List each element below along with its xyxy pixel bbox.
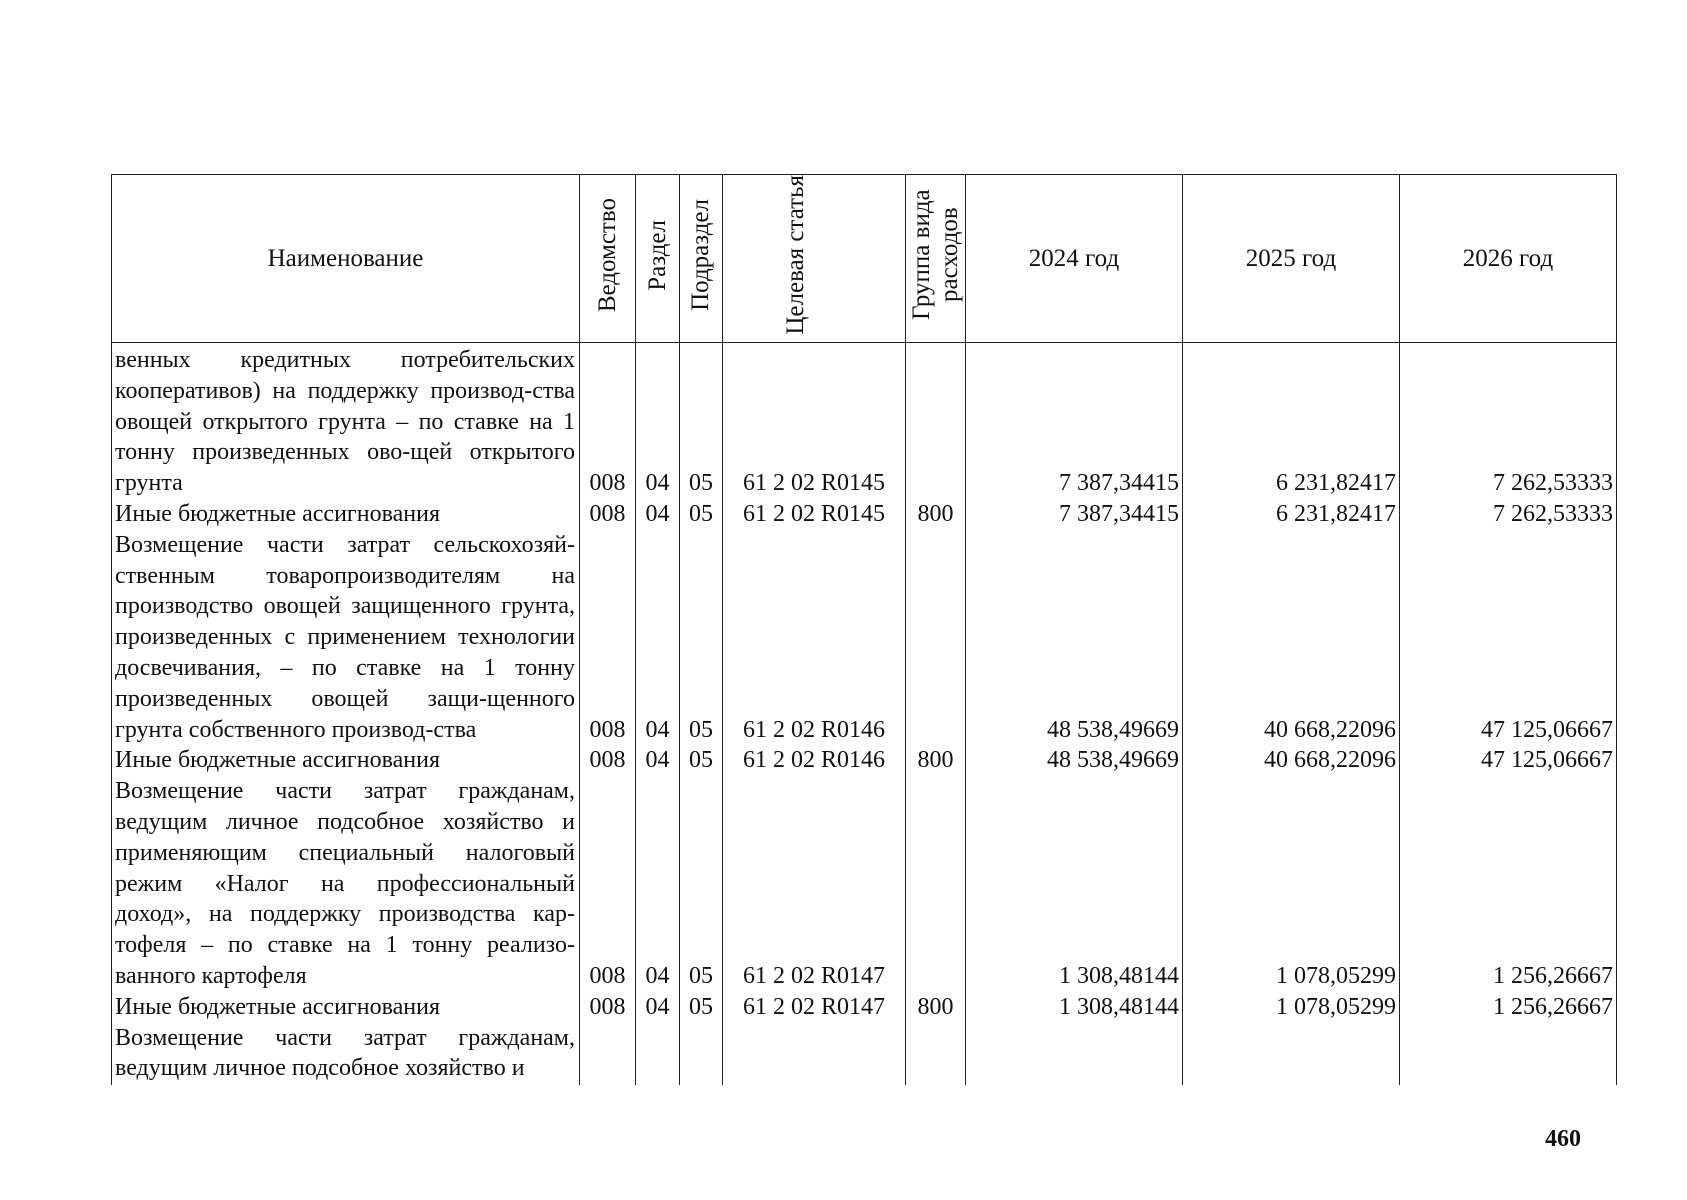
cell-2026: 47 125,06667 bbox=[1400, 745, 1617, 776]
table-body bbox=[112, 343, 1617, 1085]
cell-gruppa bbox=[906, 776, 966, 992]
cell-vedomstvo bbox=[580, 1023, 636, 1085]
header-2024: 2024 год bbox=[966, 175, 1183, 343]
budget-table bbox=[111, 174, 1617, 1085]
cell-razdel: 04 bbox=[636, 776, 680, 992]
cell-2025 bbox=[1183, 1023, 1400, 1085]
cell-celevaya-statya: 61 2 02 R0145 bbox=[723, 499, 906, 530]
header-celevaya-statya: Целевая статья bbox=[723, 175, 906, 343]
cell-2024: 1 308,48144 bbox=[966, 992, 1183, 1023]
cell-podrazdel: 05 bbox=[680, 745, 723, 776]
cell-name: Возмещение части затрат гражданам, ведущим личное подсобное хозяйство и применяющим специальный налоговый режим «Налог на профессиональный доход», на поддержку производства кар-тофеля – по ставке на 1 тонну реализо-ванного картофеля bbox=[112, 776, 580, 992]
cell-vedomstvo: 008 bbox=[580, 776, 636, 992]
table-row bbox=[112, 530, 1617, 746]
cell-2024: 48 538,49669 bbox=[966, 745, 1183, 776]
cell-celevaya-statya: 61 2 02 R0146 bbox=[723, 745, 906, 776]
cell-podrazdel bbox=[680, 1023, 723, 1085]
table-row bbox=[112, 776, 1617, 992]
cell-2024: 7 387,34415 bbox=[966, 499, 1183, 530]
cell-2025: 6 231,82417 bbox=[1183, 499, 1400, 530]
table-row bbox=[112, 992, 1617, 1023]
cell-gruppa: 800 bbox=[906, 499, 966, 530]
cell-2025: 40 668,22096 bbox=[1183, 530, 1400, 746]
cell-podrazdel: 05 bbox=[680, 776, 723, 992]
header-vedomstvo: Ведомство bbox=[580, 175, 636, 343]
cell-2024: 48 538,49669 bbox=[966, 530, 1183, 746]
table-header-row bbox=[112, 175, 1617, 343]
cell-name: Возмещение части затрат сельскохозяй-ственным товаропроизводителям на производство овощей защищенного грунта, произведенных с применением технологии досвечивания, – по ставке на 1 тонну произведенных овощей защи-щенного грунта собственного производ-ства bbox=[112, 530, 580, 746]
cell-2024: 7 387,34415 bbox=[966, 343, 1183, 499]
cell-2026 bbox=[1400, 1023, 1617, 1085]
cell-2024 bbox=[966, 1023, 1183, 1085]
cell-2024: 1 308,48144 bbox=[966, 776, 1183, 992]
cell-name: Иные бюджетные ассигнования bbox=[112, 745, 580, 776]
header-gruppa-vida-rashodov: Группа вида расходов bbox=[906, 175, 966, 343]
table-row bbox=[112, 499, 1617, 530]
cell-2025: 40 668,22096 bbox=[1183, 745, 1400, 776]
cell-razdel: 04 bbox=[636, 530, 680, 746]
header-2025: 2025 год bbox=[1183, 175, 1400, 343]
cell-name: Иные бюджетные ассигнования bbox=[112, 992, 580, 1023]
cell-podrazdel: 05 bbox=[680, 992, 723, 1023]
cell-gruppa bbox=[906, 343, 966, 499]
cell-razdel: 04 bbox=[636, 343, 680, 499]
cell-celevaya-statya: 61 2 02 R0147 bbox=[723, 992, 906, 1023]
cell-2026: 1 256,26667 bbox=[1400, 776, 1617, 992]
header-podrazdel: Подраздел bbox=[680, 175, 723, 343]
cell-podrazdel: 05 bbox=[680, 530, 723, 746]
cell-vedomstvo: 008 bbox=[580, 499, 636, 530]
cell-2026: 7 262,53333 bbox=[1400, 499, 1617, 530]
cell-razdel: 04 bbox=[636, 499, 680, 530]
cell-razdel bbox=[636, 1023, 680, 1085]
header-2026: 2026 год bbox=[1400, 175, 1617, 343]
cell-celevaya-statya bbox=[723, 1023, 906, 1085]
cell-celevaya-statya: 61 2 02 R0146 bbox=[723, 530, 906, 746]
cell-vedomstvo: 008 bbox=[580, 343, 636, 499]
cell-name: Иные бюджетные ассигнования bbox=[112, 499, 580, 530]
table-row bbox=[112, 1023, 1617, 1085]
cell-celevaya-statya: 61 2 02 R0145 bbox=[723, 343, 906, 499]
cell-vedomstvo: 008 bbox=[580, 530, 636, 746]
cell-vedomstvo: 008 bbox=[580, 992, 636, 1023]
cell-name: венных кредитных потребительских кооперативов) на поддержку производ-ства овощей открытого грунта – по ставке на 1 тонну произведенных ово-щей открытого грунта bbox=[112, 343, 580, 499]
cell-podrazdel: 05 bbox=[680, 343, 723, 499]
cell-2026: 47 125,06667 bbox=[1400, 530, 1617, 746]
cell-razdel: 04 bbox=[636, 745, 680, 776]
cell-gruppa bbox=[906, 530, 966, 746]
cell-2025: 1 078,05299 bbox=[1183, 776, 1400, 992]
table-row bbox=[112, 745, 1617, 776]
cell-2025: 1 078,05299 bbox=[1183, 992, 1400, 1023]
cell-2026: 7 262,53333 bbox=[1400, 343, 1617, 499]
cell-razdel: 04 bbox=[636, 992, 680, 1023]
cell-celevaya-statya: 61 2 02 R0147 bbox=[723, 776, 906, 992]
table-row bbox=[112, 343, 1617, 499]
header-razdel: Раздел bbox=[636, 175, 680, 343]
page-number: 460 bbox=[1545, 1126, 1581, 1152]
cell-2025: 6 231,82417 bbox=[1183, 343, 1400, 499]
cell-gruppa: 800 bbox=[906, 992, 966, 1023]
cell-podrazdel: 05 bbox=[680, 499, 723, 530]
header-name: Наименование bbox=[112, 175, 580, 343]
cell-vedomstvo: 008 bbox=[580, 745, 636, 776]
cell-2026: 1 256,26667 bbox=[1400, 992, 1617, 1023]
cell-name: Возмещение части затрат гражданам, ведущим личное подсобное хозяйство и bbox=[112, 1023, 580, 1085]
cell-gruppa: 800 bbox=[906, 745, 966, 776]
cell-gruppa bbox=[906, 1023, 966, 1085]
